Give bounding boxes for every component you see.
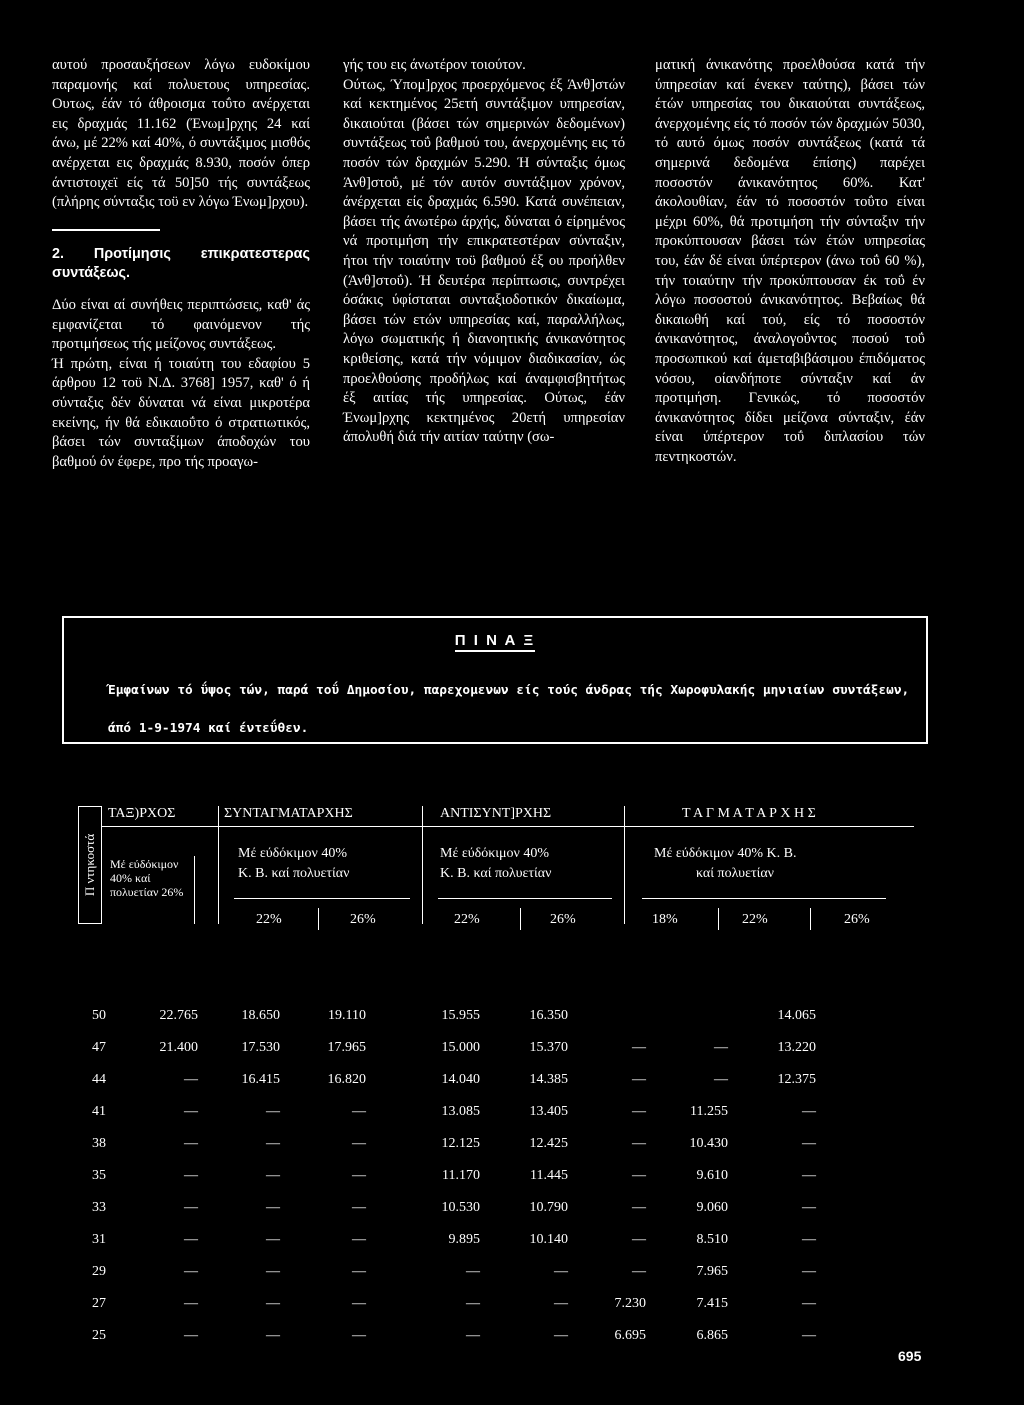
table-cell-pentikosta: 25 <box>92 1328 106 1343</box>
table-cell: — <box>266 1328 280 1343</box>
table-cell: — <box>802 1104 816 1119</box>
header-divider <box>520 908 521 930</box>
table-cell: — <box>802 1328 816 1343</box>
table-cell-pentikosta: 29 <box>92 1264 106 1279</box>
table-cell: 9.610 <box>696 1168 728 1183</box>
table-cell-pentikosta: 38 <box>92 1136 106 1151</box>
table-cell: 14.040 <box>441 1072 480 1087</box>
table-cell: 16.415 <box>241 1072 280 1087</box>
table-cell: 10.530 <box>441 1200 480 1215</box>
sub-head-tagm-2: καί πολυετίαν <box>696 866 775 881</box>
table-cell: — <box>184 1104 198 1119</box>
header-line <box>102 826 914 827</box>
table-cell-pentikosta: 41 <box>92 1104 106 1119</box>
paragraph: Δύο είναι αί συνήθεις περιπτώσεις, καθ' άς εμφανίζεται τό φαινόμενον τής προτιμήσεως τής μείζονος συντάξεως. <box>52 296 310 353</box>
table-cell: 12.375 <box>777 1072 816 1087</box>
table-cell: 8.510 <box>696 1232 728 1247</box>
pct-synt-22: 22% <box>256 912 282 927</box>
page-number: 695 <box>898 1348 922 1364</box>
table-cell: 11.445 <box>530 1168 568 1183</box>
table-cell: — <box>632 1040 646 1055</box>
table-cell: 10.140 <box>529 1232 568 1247</box>
table-cell: 15.370 <box>529 1040 568 1055</box>
pct-tagm-18: 18% <box>652 912 678 927</box>
table-cell: 17.530 <box>241 1040 280 1055</box>
table-cell: — <box>632 1264 646 1279</box>
table-title: Π Ι Ν Α Ξ <box>64 632 926 649</box>
table-cell: — <box>184 1232 198 1247</box>
header-divider <box>624 806 625 924</box>
col-head-syntagmatarchis: ΣΥΝΤΑΓΜΑΤΑΡΧΗΣ <box>224 806 353 821</box>
sub-head-taxiarchos: Μέ εύδόκιμον 40% καί πολυετίαν 26% <box>110 857 184 899</box>
paragraph: αυτού προσαυξήσεων λόγω ευδοκίμου παραμονής καί πολυετους υπηρεσίας. Ουτως, έάν τό άθροισμα τοΰτο ανέρχεται εις δραχμάς 11.162 (Ένωμ]ρχης 24 καί άνω, μέ 22% καί 40%, ό συντάξιμος μισθός ανέρχεται εις δραχμάς 8.930, ποσόν όπερ άντιστοιχεϊ είς τά 50]50 τής συντάξεως (πλήρης σύνταξις τοϋ εν λόγω Ένωμ]ρχου). <box>52 57 310 211</box>
table-cell: 16.820 <box>327 1072 366 1087</box>
table-cell: — <box>352 1296 366 1311</box>
pentikosta-header: Π ντηκοστά <box>78 806 102 924</box>
table-cell: — <box>352 1136 366 1151</box>
table-cell: — <box>802 1168 816 1183</box>
table-cell-pentikosta: 47 <box>92 1040 106 1055</box>
table-cell: — <box>554 1264 568 1279</box>
table-cell: — <box>352 1168 366 1183</box>
table-cell: 13.085 <box>441 1104 480 1119</box>
table-cell: 21.400 <box>159 1040 198 1055</box>
table-cell: — <box>466 1328 480 1343</box>
pct-anti-26: 26% <box>550 912 576 927</box>
table-cell: — <box>466 1296 480 1311</box>
header-line <box>438 898 612 899</box>
table-cell: 22.765 <box>159 1008 198 1023</box>
table-cell: 16.350 <box>529 1008 568 1023</box>
table-cell: 9.060 <box>696 1200 728 1215</box>
table-cell: — <box>352 1200 366 1215</box>
table-cell-pentikosta: 31 <box>92 1232 106 1247</box>
table-cell: 11.255 <box>690 1104 728 1119</box>
paragraph: Ούτως, Ύπομ]ρχος προερχόμενος έξ Άνθ]στών καί κεκτημένος 25ετή συντάξιμον υπηρεσίαν, δικαιούται (βάσει τών σημερινών δεδομένων) συντάξεως τοΰ βαθμού του, άνερχομένης εις τό ποσόν τών δραχμών 5.290. Ή σύνταξις όμως Άνθ]στοΰ, μέ τόν αυτόν συντάξιμον χρόνον, άνέρχεται είς δραχμάς 6.590. Κατά συνέπειαν, βάσει τής άνωτέρω άρχής, δύναται ό είρημένος νά προτιμήση τήν επικρατεστέραν σύνταξιν, ήτοι τήν τοιαύτην τοϋ βαθμού έξ ου προήλθεν (Άνθ]στοΰ). Ή δευτέρα περίπτωσις, συντρέχει όσάκις ύφίσταται συνταξιοδοτικόν δικαίωμα, βάσει τών ετών υπηρεσίας καί, παραλλήλως, λόγω σωματικής ή διανοητικής άνικανότητος κριθείσης, κατά τήν νόμιμον διαδικασίαν, ώς προελθούσης προδήλως καί άναμφισβητήτως έξ αιτίας τής υπηρεσίας. Ούτως, έάν Ένωμ]ρχης κεκτημένος 20ετή υπηρεσίαν άπολυθή διά τήν αιτίαν ταύτην (σω- <box>343 76 625 446</box>
table-cell-pentikosta: 27 <box>92 1296 106 1311</box>
table-cell: — <box>184 1168 198 1183</box>
col-head-antisyntagmatarchis: ΑΝΤΙΣΥΝΤ]ΡΧΗΣ <box>440 806 552 821</box>
col-head-tagmatarchis: Τ Α Γ Μ Α Τ Α Ρ Χ Η Σ <box>682 806 816 821</box>
table-cell-pentikosta: 50 <box>92 1008 106 1023</box>
header-divider <box>318 908 319 930</box>
table-cell: 6.865 <box>696 1328 728 1343</box>
table-cell: — <box>802 1136 816 1151</box>
text-column-2 <box>343 56 625 448</box>
sub-head-anti-2: Κ. Β. καί πολυετίαν <box>440 866 552 881</box>
table-cell: — <box>184 1072 198 1087</box>
table-cell: 7.230 <box>614 1296 646 1311</box>
table-cell-pentikosta: 33 <box>92 1200 106 1215</box>
table-cell: — <box>632 1168 646 1183</box>
table-cell: 13.405 <box>529 1104 568 1119</box>
table-cell: 10.790 <box>529 1200 568 1215</box>
table-cell: 6.695 <box>614 1328 646 1343</box>
header-divider <box>810 908 811 930</box>
header-divider <box>718 908 719 930</box>
pct-synt-26: 26% <box>350 912 376 927</box>
table-cell: — <box>632 1200 646 1215</box>
table-cell: — <box>266 1200 280 1215</box>
table-cell: — <box>802 1296 816 1311</box>
table-cell: — <box>632 1104 646 1119</box>
table-cell: — <box>266 1168 280 1183</box>
table-cell: 14.065 <box>777 1008 816 1023</box>
table-cell: — <box>184 1200 198 1215</box>
table-cell-pentikosta: 44 <box>92 1072 106 1087</box>
table-cell: — <box>632 1072 646 1087</box>
paragraph: Ή πρώτη, είναι ή τοιαύτη του εδαφίου 5 άρθρου 12 τοϋ Ν.Δ. 3768] 1957, καθ' ό ή σύνταξις δέν δύναται νά είναι μικροτέρα εκείνης, ήν θά εδικαιοΰτο ό στρατιωτικός, βάσει τών συνταξίμων άποδοχών του βαθμού όν έφερε, προ τής προαγω- <box>52 355 310 470</box>
header-line <box>234 898 410 899</box>
table-cell: 12.425 <box>529 1136 568 1151</box>
table-cell: — <box>554 1328 568 1343</box>
pension-table <box>78 800 938 1343</box>
header-line <box>642 898 886 899</box>
table-cell: — <box>554 1296 568 1311</box>
table-cell: — <box>352 1264 366 1279</box>
text-column-1 <box>52 56 310 472</box>
table-cell: — <box>266 1136 280 1151</box>
table-cell: — <box>184 1264 198 1279</box>
table-cell: — <box>714 1072 728 1087</box>
table-cell: — <box>184 1136 198 1151</box>
table-cell: 11.170 <box>442 1168 480 1183</box>
col-head-taxiarchos: ΤΑΞ)ΡΧΟΣ <box>108 806 176 821</box>
table-cell-pentikosta: 35 <box>92 1168 106 1183</box>
table-cell: — <box>632 1136 646 1151</box>
table-cell: — <box>802 1232 816 1247</box>
text-column-3 <box>655 56 925 467</box>
table-cell: — <box>466 1264 480 1279</box>
pct-tagm-26: 26% <box>844 912 870 927</box>
table-cell: — <box>802 1200 816 1215</box>
paragraph: ματική άνικανότης προελθούσα κατά τήν ύπηρεσίαν καί ένεκεν ταύτης), βάσει τών έτών υπηρεσίας του δικαιούται συντάξεως, άνερχομένης είς τό ποσόν τών δραχμών 5030, τό αυτό όμως ποσόν συντάξεως (κατά τά σημερινά δεδομένα έπίσης) παρέχει ποσοστόν άνικανότητος 60%. Κατ' άκολουθίαν, έάν τό ποσοστόν τοΰτο είναι μέχρι 60%, θά προτιμήση τήν σύνταξιν τήν προκύπτουσαν βάσει τών έτών υπηρεσίας του, έάν δέ είναι ύπέρτερον (άνω τοΰ 60 %), τήν τοιαύτην τήν προκύπτουσαν έκ τοΰ έν λόγω ποσοστού άνικανότητος. Βεβαίως θά δικαιωθή καί τού, είς τό ποσοστόν άνικανότητος, άναλογοΰντος ποσού τοΰ προσωπικού καί άμεταβιβάσιμου έπιδόματος νόσου, οίανδήποτε σύνταξιν καί άν προτιμήση. Γενικώς, τό ποσοστόν άνικανότητος δίδει μείζονα σύνταξιν, έάν είναι ύπέρτερον τοΰ διπλασίου τών πεντηκοστών. <box>655 57 925 465</box>
table-cell: 15.000 <box>441 1040 480 1055</box>
header-divider <box>218 806 219 924</box>
table-title-box <box>62 616 928 744</box>
table-cell: 9.895 <box>448 1232 480 1247</box>
sub-head-synt-2: Κ. Β. καί πολυετίαν <box>238 866 350 881</box>
table-cell: — <box>266 1296 280 1311</box>
paragraph: γής του εις άνωτέρον τοιούτον. <box>343 57 526 73</box>
sub-head-tagm-1: Μέ εύδόκιμον 40% Κ. Β. <box>654 846 797 861</box>
pct-anti-22: 22% <box>454 912 480 927</box>
table-cell: — <box>352 1232 366 1247</box>
table-cell: 10.430 <box>689 1136 728 1151</box>
table-cell: 7.965 <box>696 1264 728 1279</box>
sub-head-synt-1: Μέ εύδόκιμον 40% <box>238 846 348 861</box>
table-cell: — <box>352 1104 366 1119</box>
table-cell: — <box>266 1232 280 1247</box>
table-cell: 13.220 <box>777 1040 816 1055</box>
table-cell: — <box>352 1328 366 1343</box>
table-cell: 17.965 <box>327 1040 366 1055</box>
table-cell: — <box>266 1264 280 1279</box>
table-cell: — <box>632 1232 646 1247</box>
section-divider <box>52 229 160 231</box>
table-cell: — <box>802 1264 816 1279</box>
header-divider <box>194 856 195 924</box>
table-cell: 12.125 <box>441 1136 480 1151</box>
table-cell: 19.110 <box>328 1008 366 1023</box>
table-cell: 15.955 <box>441 1008 480 1023</box>
table-cell: — <box>184 1296 198 1311</box>
table-cell: 7.415 <box>696 1296 728 1311</box>
table-cell: 18.650 <box>241 1008 280 1023</box>
table-cell: 14.385 <box>529 1072 568 1087</box>
section-heading: 2. Προτίμησις επικρατεστερας συντάξεως. <box>52 245 310 282</box>
sub-head-anti-1: Μέ εύδόκιμον 40% <box>440 846 550 861</box>
table-caption: Έμφαίνων τό ΰψος τών, παρά τοΰ Δημοσίου, παρεχομενων είς τούς άνδρας τής Χωροφυλακής μηνιαίων συντάξεων, άπό 1-9-1974 καί έντεΰθεν. <box>108 683 910 736</box>
table-cell: — <box>714 1040 728 1055</box>
table-cell: — <box>266 1104 280 1119</box>
pct-tagm-22: 22% <box>742 912 768 927</box>
header-divider <box>422 806 423 924</box>
table-cell: — <box>184 1328 198 1343</box>
